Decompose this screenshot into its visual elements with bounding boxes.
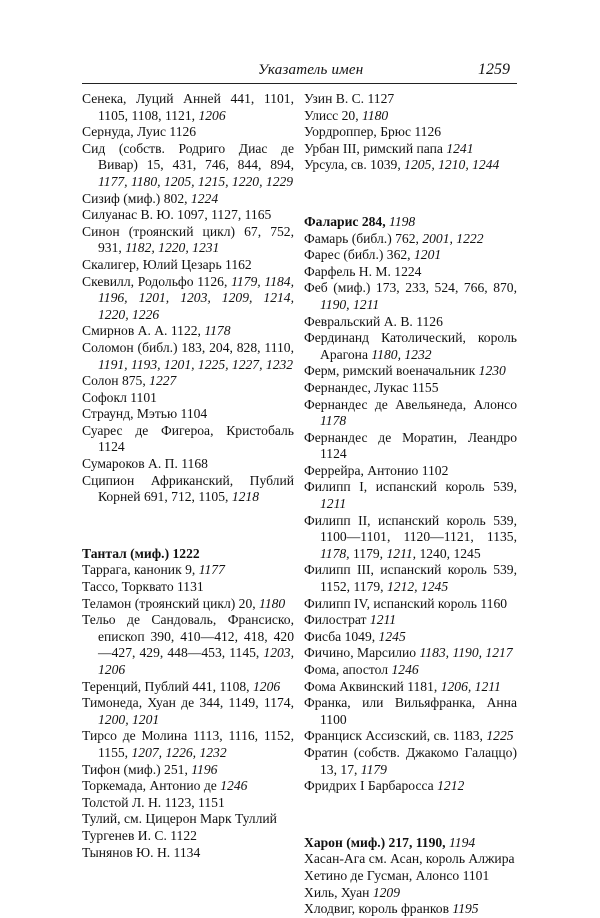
index-entry: Фамарь (библ.) 762, 2001, 1222: [304, 230, 484, 246]
index-entry: Сид (собств. Родриго Диас де Вивар) 15, 431, 746, 844, 894, 1177, 1180, 1205, 1215, 1220, 1229: [82, 140, 294, 189]
index-entry: Харон (миф.) 217, 1190, 1194: [304, 834, 476, 850]
index-entry: Урбан III, римский папа 1241: [304, 140, 474, 156]
section-gap: [304, 795, 517, 835]
index-entry: Сизиф (миф.) 802, 1224: [82, 190, 219, 206]
index-entry: Фарес (библ.) 362, 1201: [304, 247, 442, 263]
index-column-left: [82, 91, 294, 861]
section-gap: [304, 174, 517, 214]
section-gap: [82, 506, 294, 546]
index-entry: Франка, или Вильяфранка, Анна 1100: [304, 695, 517, 727]
index-entry: Таррага, каноник 9, 1177: [82, 562, 225, 578]
index-entry: Улисс 20, 1180: [304, 107, 389, 123]
index-entry: Урсула, св. 1039, 1205, 1210, 1244: [304, 157, 500, 173]
index-entry: Филипп II, испанский король 539, 1100—1101, 1120—1121, 1135, 1178, 1179, 1211, 1240, 1245: [304, 512, 517, 561]
index-entry: Фратин (собств. Джакомо Галаццо) 13, 17, 1179: [304, 744, 517, 777]
index-entry: Уордроппер, Брюс 1126: [304, 124, 442, 140]
index-entry: Скевилл, Родольфо 1126, 1179, 1184, 1196, 1201, 1203, 1209, 1214, 1220, 1226: [82, 273, 294, 322]
index-entry: Фаларис 284, 1198: [304, 213, 416, 229]
index-entry: Суарес де Фигероа, Кристобаль 1124: [82, 422, 294, 455]
index-entry: Сернуда, Луис 1126: [82, 124, 197, 140]
index-entry: Тургенев И. С. 1122: [82, 827, 197, 843]
index-entry: Тулий, см. Цицерон Марк Туллий: [82, 811, 277, 827]
index-entry: Фернандес де Авельянеда, Алонсо 1178: [304, 396, 517, 429]
index-entry: Теренций, Публий 441, 1108, 1206: [82, 678, 281, 694]
index-entry: Фома Аквинский 1181, 1206, 1211: [304, 678, 501, 694]
index-entry: Тифон (миф.) 251, 1196: [82, 761, 218, 777]
running-header: [82, 60, 510, 82]
index-entry: Тимонеда, Хуан де 344, 1149, 1174, 1200, 1201: [82, 695, 294, 727]
index-entry: Соломон (библ.) 183, 204, 828, 1110, 1191, 1193, 1201, 1225, 1227, 1232: [82, 339, 294, 372]
index-entry: Теламон (троянский цикл) 20, 1180: [82, 595, 286, 611]
index-entry: Тирсо де Молина 1113, 1116, 1152, 1155, 1207, 1226, 1232: [82, 728, 294, 760]
index-entry: Филипп IV, испанский король 1160: [304, 595, 508, 611]
index-entry: Узин В. С. 1127: [304, 91, 395, 106]
header-rule: [82, 83, 517, 84]
index-entry: Феб (миф.) 173, 233, 524, 766, 870, 1190, 1211: [304, 280, 517, 312]
index-entry: Торкемада, Антонио де 1246: [82, 778, 248, 794]
index-entry: Тассо, Торквато 1131: [82, 579, 204, 595]
index-entry: Филипп I, испанский король 539, 1211: [304, 479, 517, 512]
index-entry: Сципион Африканский, Публий Корней 691, 712, 1105, 1218: [82, 472, 294, 505]
index-entry: Сумароков А. П. 1168: [82, 456, 208, 472]
page-number: 1259: [478, 61, 510, 78]
index-entry: Скалигер, Юлий Цезарь 1162: [82, 256, 252, 272]
index-entry: Хасан-Ага см. Асан, король Алжира: [304, 851, 515, 867]
header-title: Указатель имен: [258, 62, 364, 78]
index-entry: Фердинанд Католический, король Арагона 1180, 1232: [304, 330, 517, 362]
index-entry: Солон 875, 1227: [82, 373, 177, 389]
index-entry: Фома, апостол 1246: [304, 662, 419, 677]
index-entry: Ферм, римский военачальник 1230: [304, 363, 506, 379]
index-entry: Сенека, Луций Анней 441, 1101, 1105, 1108, 1121, 1206: [82, 91, 294, 123]
index-entry: Февральский А. В. 1126: [304, 313, 443, 329]
index-entry: Хлодвиг, король франков 1195: [304, 901, 479, 917]
index-entry: Фичино, Марсилио 1183, 1190, 1217: [304, 645, 513, 661]
index-entry: Хетино де Гусман, Алонсо 1101: [304, 867, 490, 883]
index-entry: Тантал (миф.) 1222: [82, 545, 200, 561]
index-entry: Смирнов А. А. 1122, 1178: [82, 323, 231, 339]
index-entry: Филипп III, испанский король 539, 1152, 1179, 1212, 1245: [304, 562, 517, 595]
index-entry: Фисба 1049, 1245: [304, 628, 406, 644]
index-entry: Фернандес де Моратин, Леандро 1124: [304, 429, 517, 462]
index-entry: Тельо де Сандоваль, Франсиско, епископ 390, 410—412, 418, 420—427, 429, 448—453, 1145, 1203, 1206: [82, 612, 294, 677]
index-entry: Феррейра, Антонио 1102: [304, 462, 449, 478]
index-entry: Тынянов Ю. Н. 1134: [82, 844, 201, 860]
index-entry: Толстой Л. Н. 1123, 1151: [82, 794, 225, 810]
index-entry: Филострат 1211: [304, 612, 397, 628]
index-entry: Фернандес, Лукас 1155: [304, 379, 439, 395]
index-entry: Софокл 1101: [82, 389, 157, 405]
index-entry: Страунд, Мэтью 1104: [82, 406, 208, 422]
index-entry: Фридрих I Барбаросса 1212: [304, 778, 465, 794]
index-entry: Синон (троянский цикл) 67, 752, 931, 1182, 1220, 1231: [82, 223, 294, 256]
index-column-right: [304, 91, 517, 918]
index-entry: Хиль, Хуан 1209: [304, 884, 401, 900]
index-entry: Фарфель Н. М. 1224: [304, 263, 422, 279]
index-entry: Франциск Ассизский, св. 1183, 1225: [304, 728, 514, 744]
index-entry: Силуанас В. Ю. 1097, 1127, 1165: [82, 207, 272, 223]
